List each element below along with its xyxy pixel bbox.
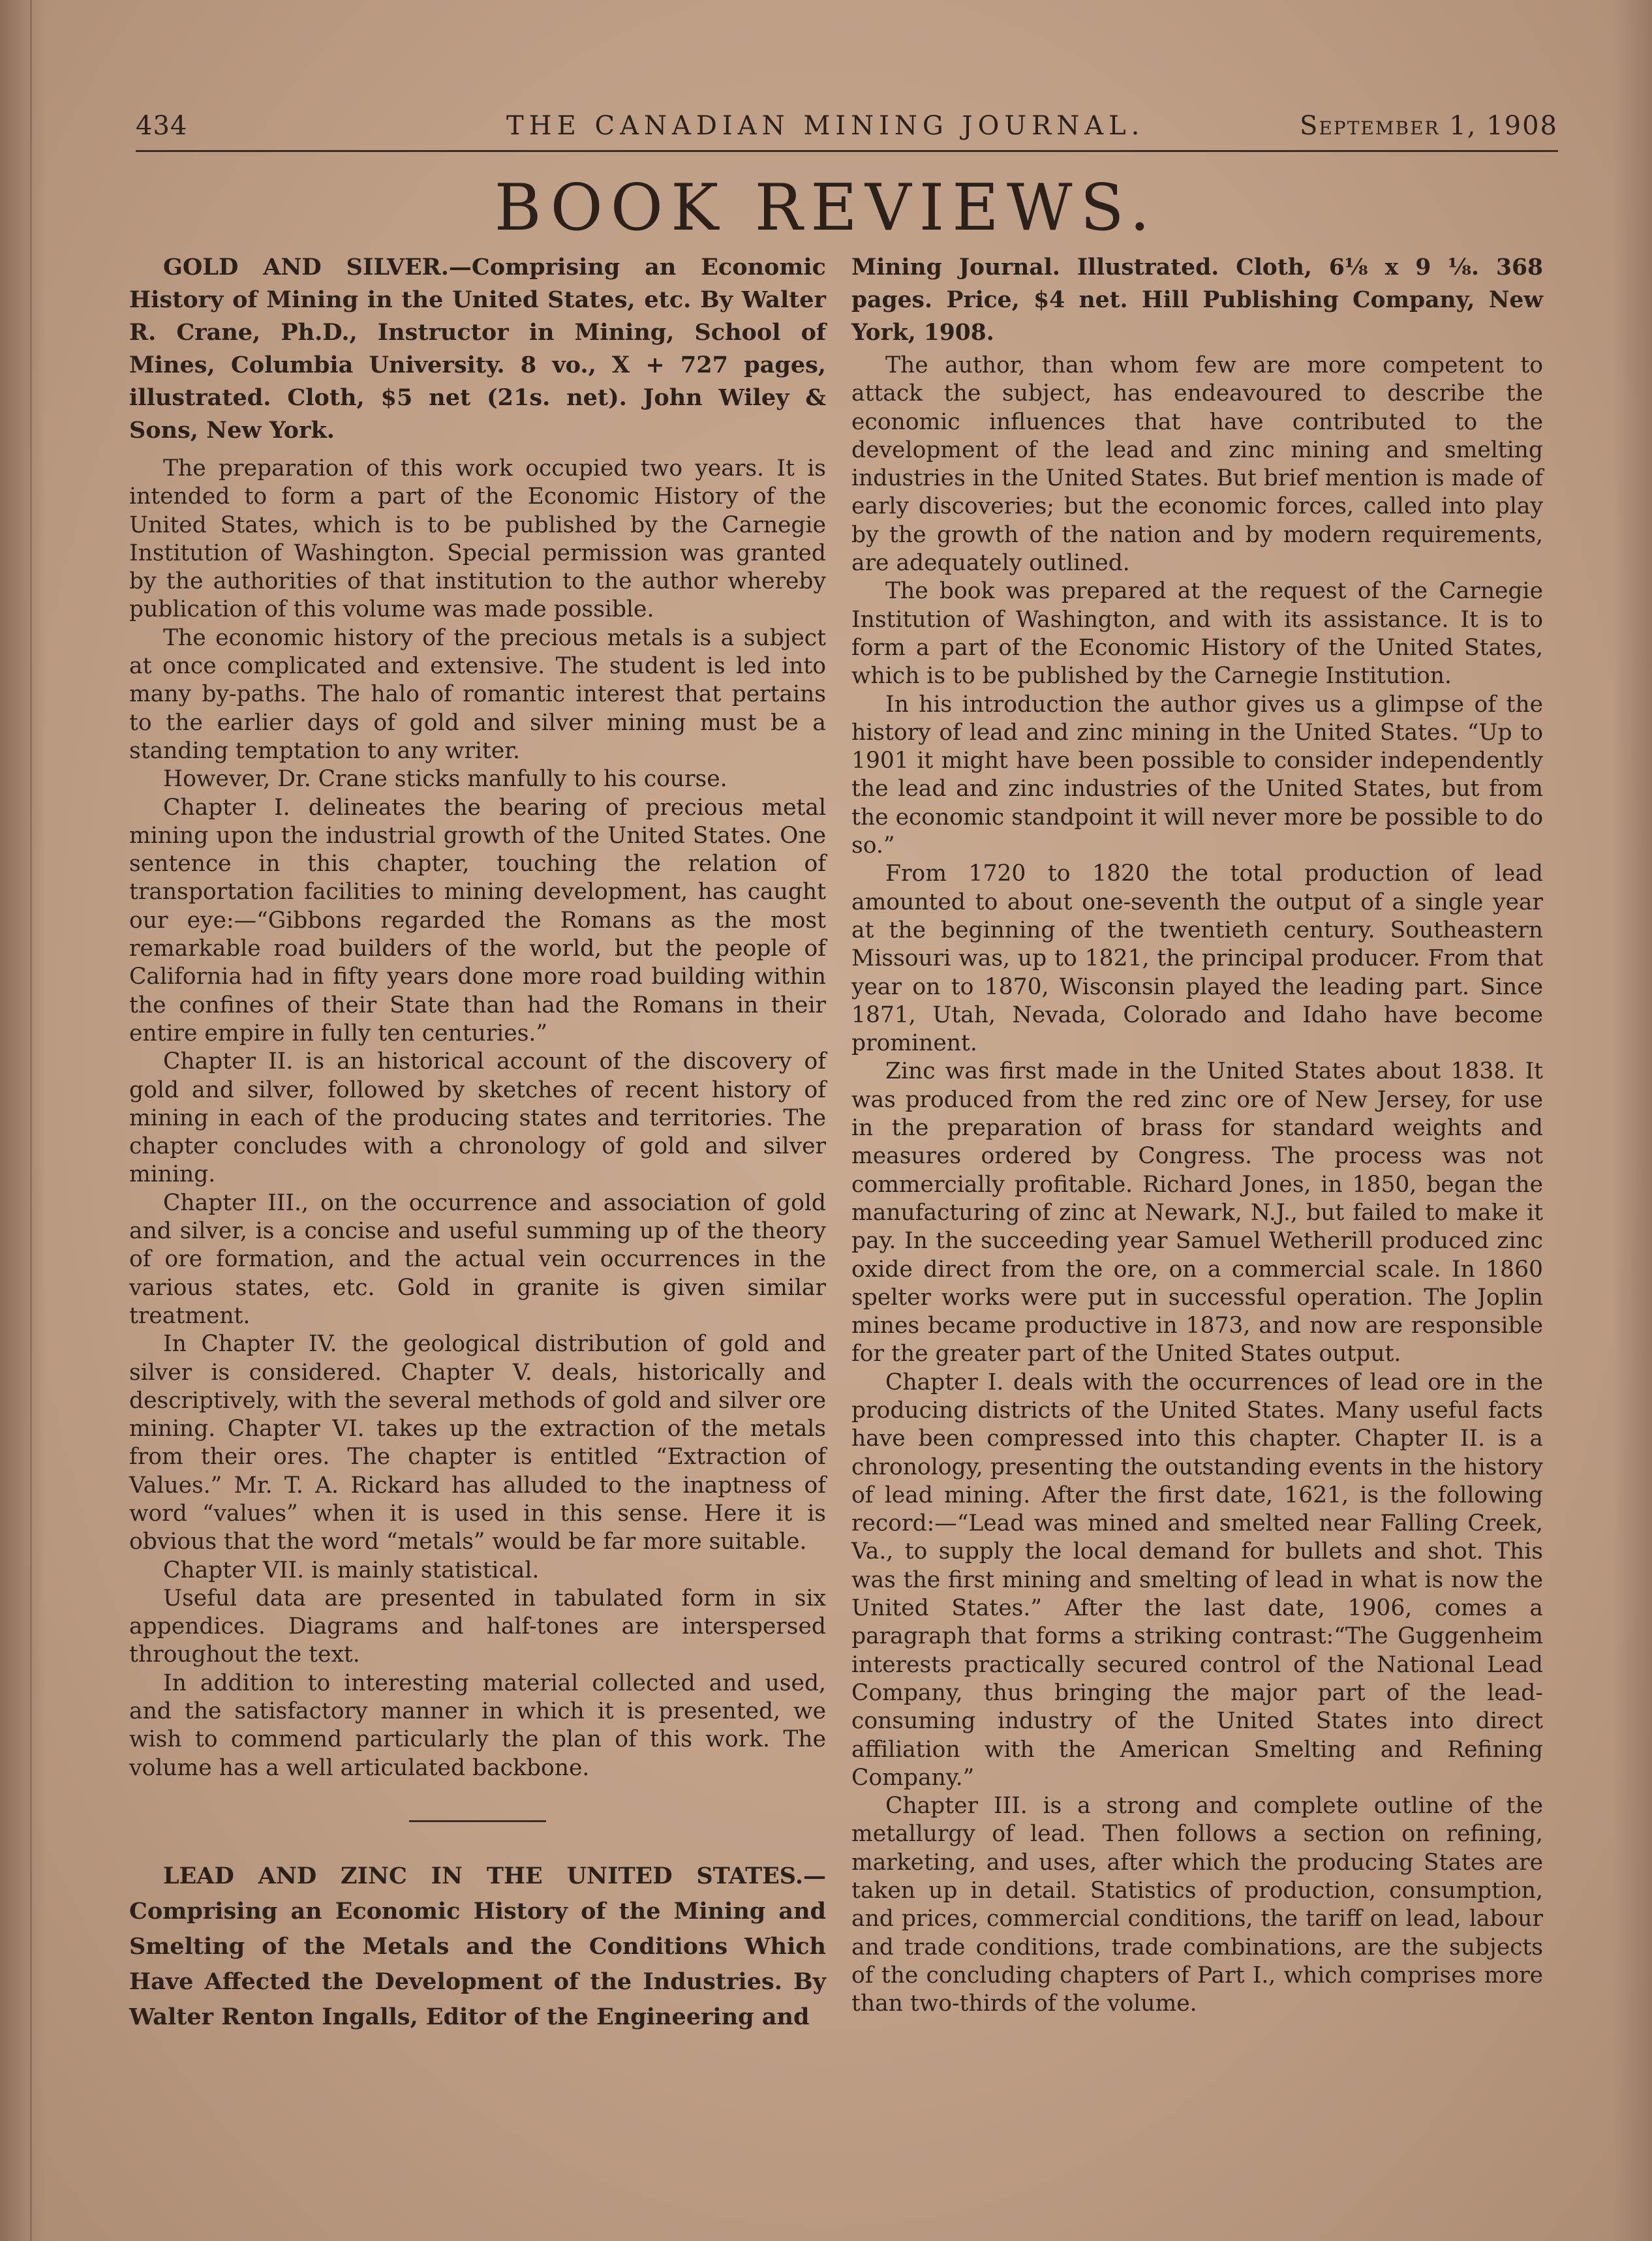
paragraph: In his introduction the author gives us a glimpse of the history of lead and zinc mining in the United States. “Up to 1901 it might have been possible to consider independently the lead and zinc industries of the United States, but from the economic standpoint it will never more be possible to do so.” <box>851 691 1543 859</box>
review-heading-lead-zinc: LEAD AND ZINC IN THE UNITED STATES.—Comprising an Economic History of the Mining and Smelting of the Metals and the Conditions Which Have Affected the Development of the Industries. By Walter Renton Ingalls, Editor of the Engineering and <box>129 1862 826 2030</box>
left-column <box>129 251 826 2043</box>
paragraph: The preparation of this work occupied two years. It is intended to form a part of the Economic History of the United States, which is to be published by the Carnegie Institution of Washington. Special permission was granted by the authorities of that institution to the author whereby publication of this volume was made possible. <box>129 455 826 623</box>
paragraph: The book was prepared at the request of the Carnegie Institution of Washington, and with its assistance. It is to form a part of the Economic History of the United States, which is to be published by the Carnegie Institution. <box>851 578 1543 690</box>
section-divider <box>409 1820 546 1822</box>
review-heading-gold-silver: GOLD AND SILVER.—Comprising an Economic History of Mining in the United States, etc. By Walter R. Crane, Ph.D., Instructor in Mining, School of Mines, Columbia University. 8 vo., X + 727 pages, illustrated. Cloth, $5 net (21s. net). John Wiley & Sons, New York. <box>129 254 826 444</box>
paragraph: Chapter I. delineates the bearing of precious metal mining upon the industrial growth of the United States. One sentence in this chapter, touching the relation of transportation facilities to mining development, has caught our eye:—“Gibbons regarded the Romans as the most remarkable road builders of the world, but the people of California had in fifty years done more road building within the confines of their State than had the Romans in their entire empire in fully ten centuries.” <box>129 794 826 1046</box>
paragraph: Chapter III., on the occurrence and association of gold and silver, is a concise and useful summing up of the theory of ore formation, and the actual vein occurrences in the various states, etc. Gold in granite is given similar treatment. <box>129 1189 826 1329</box>
paragraph: Chapter VII. is mainly statistical. <box>163 1557 540 1583</box>
header-rule <box>136 150 1558 152</box>
right-column <box>851 251 1543 2019</box>
running-header <box>136 111 1558 150</box>
paragraph: Chapter III. is a strong and complete outline of the metallurgy of lead. Then follows a section on refining, marketing, and uses, after which the producing States are taken up in detail. Statistics of production, consumption, and prices, commercial conditions, the tariff on lead, labour and trade conditions, trade combinations, are the subjects of the concluding chapters of Part I., which comprises more than two-thirds of the volume. <box>851 1793 1543 2017</box>
paragraph: Chapter I. deals with the occurrences of lead ore in the producing districts of the United States. Many useful facts have been compressed into this chapter. Chapter II. is a chronology, presenting the outstanding events in the history of lead mining. After the first date, 1621, is the following record:—“Lead was mined and smelted near Falling Creek, Va., to supply the local demand for bullets and shot. This was the first mining and smelting of lead in what is now the United States.” After the last date, 1906, comes a paragraph that forms a striking contrast:“The Guggenheim interests practically secured control of the National Lead Company, thus bringing the major part of the lead-consuming industry of the United States into direct affiliation with the American Smelting and Refining Company.” <box>851 1369 1543 1791</box>
issue-date: September 1, 1908 <box>1300 111 1558 141</box>
paragraph: Chapter II. is an historical account of the discovery of gold and silver, followed by sketches of recent history of mining in each of the producing states and territories. The chapter concludes with a chronology of gold and silver mining. <box>129 1048 826 1188</box>
page-number: 434 <box>136 111 188 141</box>
paragraph: Useful data are presented in tabulated form in six appendices. Diagrams and half-tones are interspersed throughout the text. <box>129 1585 826 1668</box>
paragraph: In addition to interesting material collected and used, and the satisfactory manner in which it is presented, we wish to commend particularly the plan of this work. The volume has a well articulated backbone. <box>129 1669 826 1781</box>
paragraph: Zinc was first made in the United States about 1838. It was produced from the red zinc ore of New Jersey, for use in the preparation of brass for standard weights and measures ordered by Congress. The process was not commercially profitable. Richard Jones, in 1850, began the manufacturing of zinc at Newark, N.J., but failed to make it pay. In the succeeding year Samuel Wetherill produced zinc oxide direct from the ore, on a commercial scale. In 1860 spelter works were put in successful operation. The Joplin mines became productive in 1873, and now are responsible for the greater part of the United States output. <box>851 1058 1543 1367</box>
page-title: BOOK REVIEWS. <box>494 171 1158 245</box>
binding-line <box>30 0 32 2241</box>
paragraph: The economic history of the precious metals is a subject at once complicated and extensive. The student is led into many by-paths. The halo of romantic interest that pertains to the earlier days of gold and silver mining must be a standing temptation to any writer. <box>129 624 826 764</box>
paragraph: From 1720 to 1820 the total production of lead amounted to about one-seventh the output of a single year at the beginning of the twentieth century. Southeastern Missouri was, up to 1821, the principal producer. From that year on to 1870, Wisconsin played the leading part. Since 1871, Utah, Nevada, Colorado and Idaho have become prominent. <box>851 861 1543 1057</box>
page-edge-shadow <box>1613 0 1652 2241</box>
paragraph: In Chapter IV. the geological distribution of gold and silver is considered. Chapter V. deals, historically and descriptively, with the several methods of gold and silver ore mining. Chapter VI. takes up the extraction of the metals from their ores. The chapter is entitled “Extraction of Values.” Mr. T. A. Rickard has alluded to the inaptness of word “values” when it is used in this sense. Here it is obvious that the word “metals” would be far more suitable. <box>129 1331 826 1555</box>
paragraph: The author, than whom few are more competent to attack the subject, has endeavoured to describe the economic influences that have contributed to the development of the lead and zinc mining and smelting industries in the United States. But brief mention is made of early discoveries; but the economic forces, called into play by the growth of the nation and by modern requirements, are adequately outlined. <box>851 352 1543 577</box>
paragraph: However, Dr. Crane sticks manfully to his course. <box>163 766 727 793</box>
binding-edge <box>0 0 46 2241</box>
journal-title: THE CANADIAN MINING JOURNAL. <box>506 111 1145 141</box>
review-heading-lead-zinc-continued: Mining Journal. Illustrated. Cloth, 6⅛ x 9 ⅛. 368 pages. Price, $4 net. Hill Publishing Company, New York, 1908. <box>851 254 1543 346</box>
